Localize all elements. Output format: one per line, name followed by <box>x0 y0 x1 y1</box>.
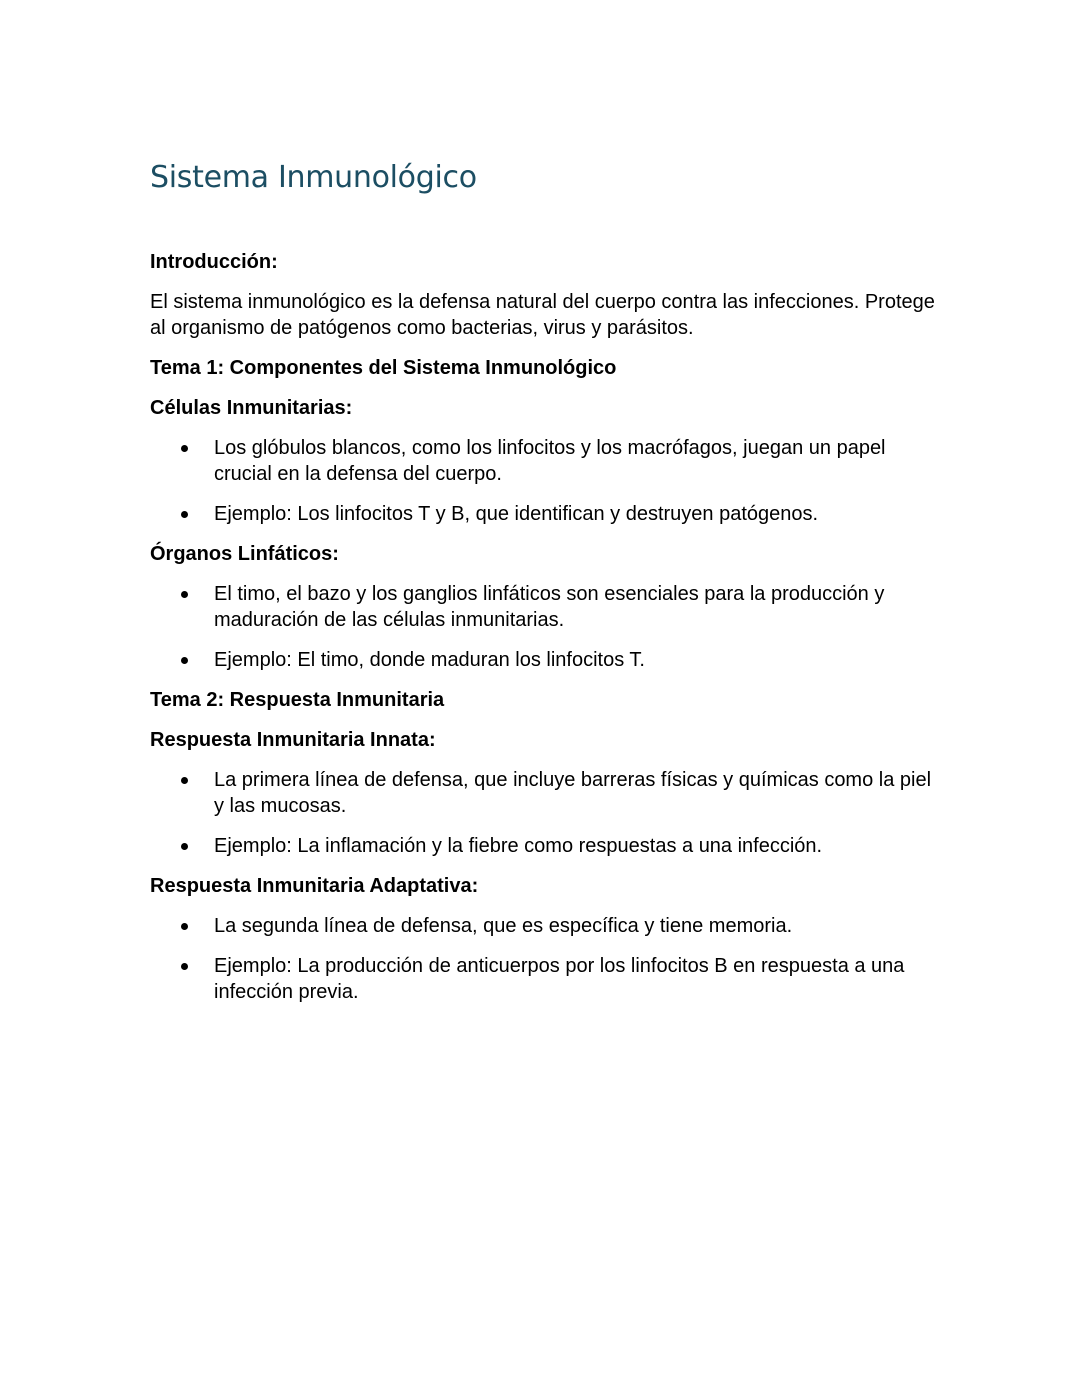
list-item-text: Ejemplo: La inflamación y la fiebre como respuestas a una infección. <box>214 835 823 857</box>
list-item <box>150 913 940 939</box>
bullet-icon <box>181 591 188 598</box>
list-item-text: Los glóbulos blancos, como los linfocitos y los macrófagos, juegan un papel crucial en la defensa del cuerpo. <box>214 437 886 485</box>
bullet-icon <box>181 445 188 452</box>
bullet-list-adaptativa <box>150 913 940 1005</box>
list-item-text: Ejemplo: El timo, donde maduran los linfocitos T. <box>214 649 645 671</box>
page-title: Sistema Inmunológico <box>150 160 477 195</box>
topic-heading-2: Tema 2: Respuesta Inmunitaria <box>150 689 445 711</box>
list-item <box>150 501 940 527</box>
bullet-icon <box>181 777 188 784</box>
subsection-heading-innata: Respuesta Inmunitaria Innata: <box>150 729 436 751</box>
list-item <box>150 833 940 859</box>
document-body <box>150 249 940 1019</box>
list-item-text: La segunda línea de defensa, que es específica y tiene memoria. <box>214 915 793 937</box>
bullet-icon <box>181 963 188 970</box>
bullet-list-organos <box>150 581 940 673</box>
bullet-icon <box>181 511 188 518</box>
bullet-list-innata <box>150 767 940 859</box>
intro-paragraph: El sistema inmunológico es la defensa natural del cuerpo contra las infecciones. Protege al organismo de patógenos como bacterias, virus y parásitos. <box>150 291 935 339</box>
list-item-text: Ejemplo: La producción de anticuerpos por los linfocitos B en respuesta a una infección previa. <box>214 955 905 1003</box>
list-item <box>150 767 940 819</box>
list-item <box>150 647 940 673</box>
bullet-list-celulas <box>150 435 940 527</box>
list-item <box>150 581 940 633</box>
bullet-icon <box>181 923 188 930</box>
bullet-icon <box>181 843 188 850</box>
intro-heading: Introducción: <box>150 251 278 273</box>
subsection-heading-organos: Órganos Linfáticos: <box>150 543 339 565</box>
list-item <box>150 953 940 1005</box>
list-item-text: El timo, el bazo y los ganglios linfáticos son esenciales para la producción y maduración de las células inmunitarias. <box>214 583 885 631</box>
subsection-heading-celulas: Células Inmunitarias: <box>150 397 353 419</box>
list-item <box>150 435 940 487</box>
bullet-icon <box>181 657 188 664</box>
topic-heading-1: Tema 1: Componentes del Sistema Inmunológico <box>150 357 617 379</box>
list-item-text: La primera línea de defensa, que incluye barreras físicas y químicas como la piel y las mucosas. <box>214 769 932 817</box>
list-item-text: Ejemplo: Los linfocitos T y B, que identifican y destruyen patógenos. <box>214 503 819 525</box>
subsection-heading-adaptativa: Respuesta Inmunitaria Adaptativa: <box>150 875 479 897</box>
